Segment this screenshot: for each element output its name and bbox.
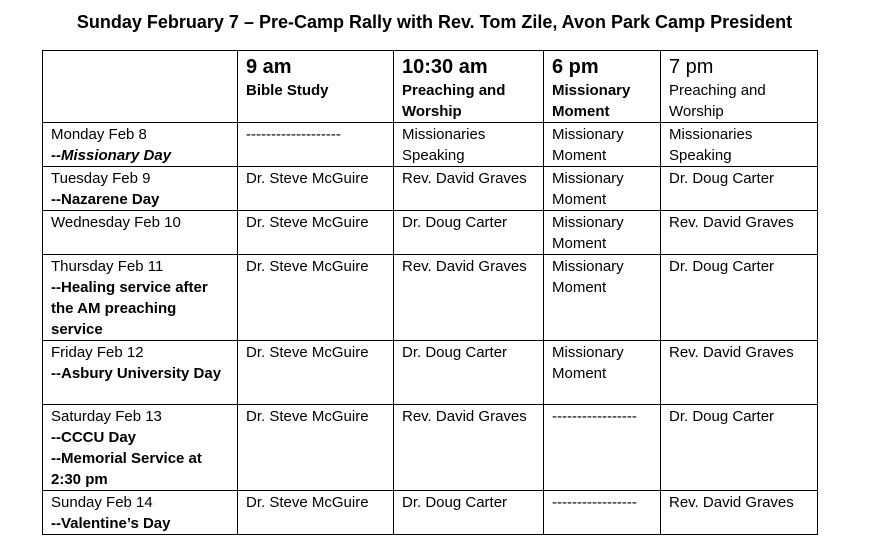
day-note: --Memorial Service at 2:30 pm [51, 450, 202, 488]
cell-1030am: Missionaries Speaking [394, 123, 544, 167]
day-label: Monday Feb 8 [51, 126, 147, 143]
day-cell [43, 491, 238, 535]
cell-9am: Dr. Steve McGuire [238, 211, 394, 255]
schedule-table [42, 50, 818, 535]
table-row [43, 211, 818, 255]
header-time: 7 pm [669, 56, 714, 78]
day-note: --Missionary Day [51, 147, 172, 164]
day-label: Thursday Feb 11 [51, 258, 164, 275]
cell-6pm: Missionary Moment [544, 211, 661, 255]
cell-1030am: Dr. Doug Carter [394, 491, 544, 535]
day-label: Wednesday Feb 10 [51, 214, 181, 231]
day-label: Friday Feb 12 [51, 344, 144, 361]
cell-9am: Dr. Steve McGuire [238, 167, 394, 211]
day-cell [43, 167, 238, 211]
day-label: Saturday Feb 13 [51, 408, 162, 425]
cell-7pm: Dr. Doug Carter [661, 167, 818, 211]
cell-1030am: Rev. David Graves [394, 405, 544, 491]
cell-1030am: Rev. David Graves [394, 167, 544, 211]
table-row [43, 491, 818, 535]
cell-1030am: Dr. Doug Carter [394, 211, 544, 255]
header-cell-empty [43, 51, 238, 123]
day-cell [43, 255, 238, 341]
page-title: Sunday February 7 – Pre-Camp Rally with Rev. Tom Zile, Avon Park Camp President [76, 12, 793, 32]
day-note: --Valentine’s Day [51, 515, 171, 532]
table-row [43, 405, 818, 491]
header-cell-7pm [661, 51, 818, 123]
day-note: --Asbury University Day [51, 365, 222, 382]
cell-6pm: Missionary Moment [544, 255, 661, 341]
day-cell [43, 211, 238, 255]
day-cell [43, 405, 238, 491]
day-label: Sunday Feb 14 [51, 494, 153, 511]
cell-9am: Dr. Steve McGuire [238, 405, 394, 491]
cell-7pm: Missionaries Speaking [661, 123, 818, 167]
cell-9am: Dr. Steve McGuire [238, 341, 394, 405]
header-label: Bible Study [246, 82, 329, 99]
day-label: Tuesday Feb 9 [51, 170, 151, 187]
cell-7pm: Dr. Doug Carter [661, 255, 818, 341]
cell-7pm: Rev. David Graves [661, 491, 818, 535]
cell-7pm: Rev. David Graves [661, 211, 818, 255]
header-time: 9 am [246, 56, 292, 78]
cell-7pm: Dr. Doug Carter [661, 405, 818, 491]
cell-9am: Dr. Steve McGuire [238, 255, 394, 341]
header-row [43, 51, 818, 123]
header-time: 6 pm [552, 56, 599, 78]
table-row [43, 123, 818, 167]
cell-6pm: ----------------- [544, 491, 661, 535]
header-label: Missionary Moment [552, 82, 631, 120]
day-note: --Nazarene Day [51, 191, 160, 208]
header-cell-1030am [394, 51, 544, 123]
cell-6pm: Missionary Moment [544, 341, 661, 405]
table-row [43, 341, 818, 405]
cell-1030am: Dr. Doug Carter [394, 341, 544, 405]
day-cell [43, 341, 238, 405]
cell-6pm: ----------------- [544, 405, 661, 491]
cell-1030am: Rev. David Graves [394, 255, 544, 341]
header-cell-6pm [544, 51, 661, 123]
day-note: --CCCU Day [51, 429, 137, 446]
table-row [43, 167, 818, 211]
header-cell-9am [238, 51, 394, 123]
cell-9am: ------------------- [238, 123, 394, 167]
table-row [43, 255, 818, 341]
cell-6pm: Missionary Moment [544, 123, 661, 167]
cell-9am: Dr. Steve McGuire [238, 491, 394, 535]
cell-7pm: Rev. David Graves [661, 341, 818, 405]
day-note: --Healing service after the AM preaching service [51, 279, 208, 338]
header-time: 10:30 am [402, 56, 488, 78]
cell-6pm: Missionary Moment [544, 167, 661, 211]
header-label: Preaching and Worship [402, 82, 506, 120]
header-label: Preaching and Worship [669, 82, 766, 120]
day-cell [43, 123, 238, 167]
